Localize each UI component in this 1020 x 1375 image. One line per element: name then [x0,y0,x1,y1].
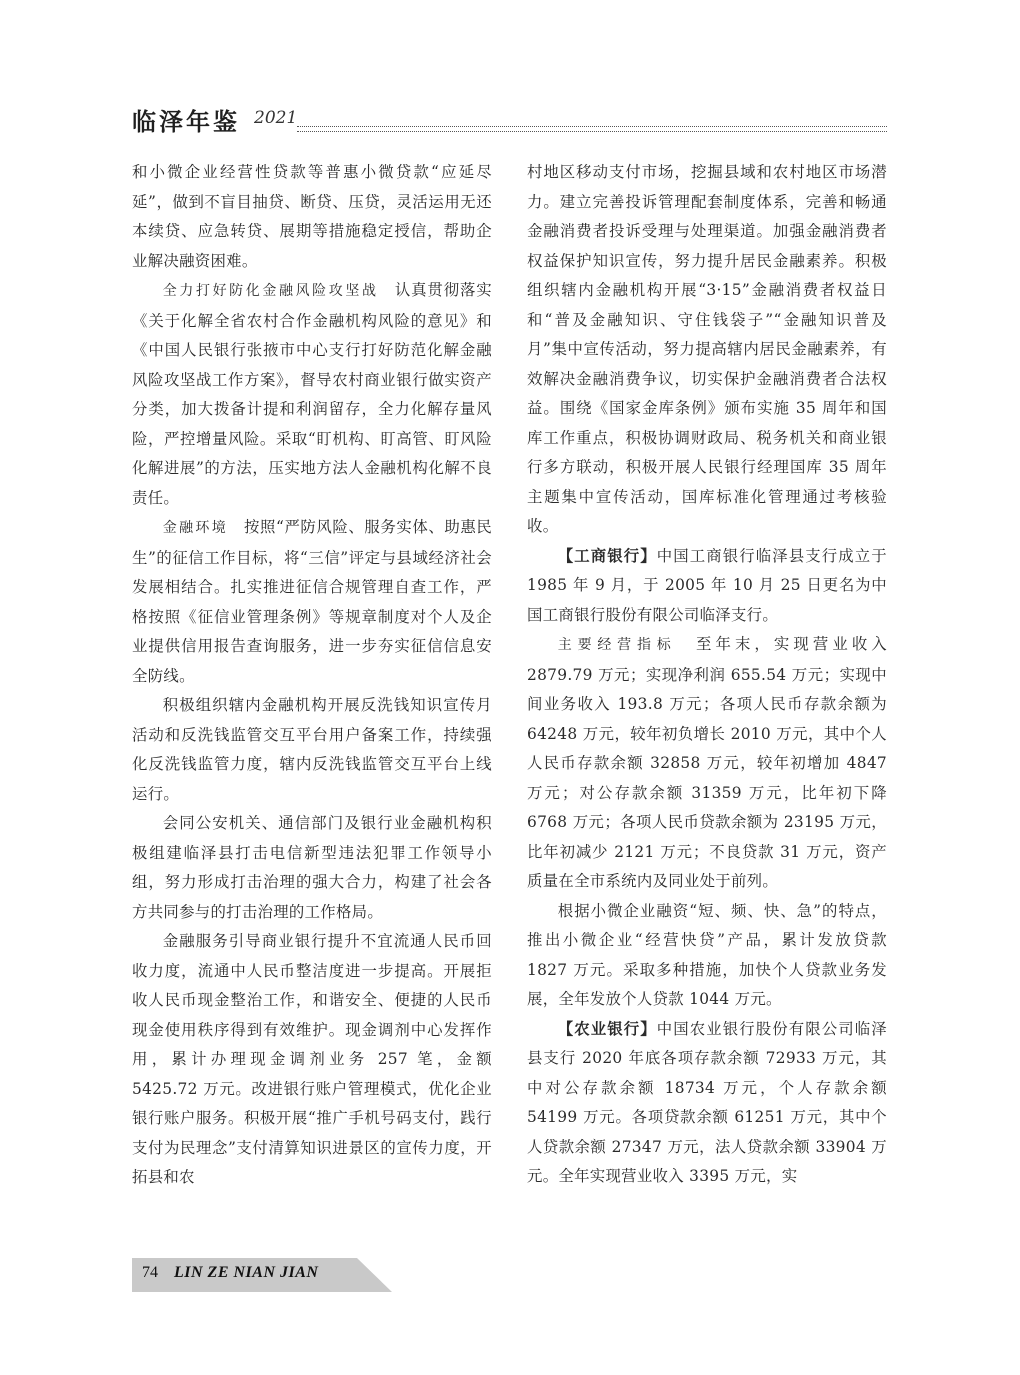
paragraph [132,513,492,691]
paragraph: 金融服务引导商业银行提升不宜流通人民币回收力度，流通中人民币整洁度进一步提高。开展拒收人民币现金整治工作，和谐安全、便捷的人民币现金使用秩序得到有效维护。现金调剂中心发挥作用，累计办理现金调剂业务 257 笔，金额 5425.72 万元。改进银行账户管理模式，优化企业银行账户服务。积极开展“推广手机号码支付，践行支付为民理念”支付清算知识进景区的宣传力度，开拓县和农 [132,932,492,1186]
bank-heading: 【农业银行】 [557,1019,657,1038]
page-footer [132,1258,392,1292]
section-lead: 全力打好防化金融风险攻坚战 [162,283,379,299]
left-column [132,158,492,1258]
bank-heading: 【工商银行】 [557,546,657,565]
yearbook-title: 临泽年鉴 [132,108,240,136]
paragraph-text: 至年末，实现营业收入 2879.79 万元；实现净利润 655.54 万元；实现中间业务收入 193.8 万元；各项人民币存款余额为 64248 万元，较年初负增长 2010 万元，其中个人人民币存款余额 32858 万元，较年初增加 4847 万元；对公存款余额 31359 万元，比年初下降 6768 万元；各项人民币贷款余额为 23195 万元，比年初减少 2121 万元；不良贷款 31 万元，资产质量在全市系统内及同业处于前列。 [527,635,887,890]
paragraph: 村地区移动支付市场，挖掘县域和农村地区市场潜力。建立完善投诉管理配套制度体系，完善和畅通金融消费者投诉受理与处理渠道。加强金融消费者权益保护知识宣传，努力提升居民金融素养。积极组织辖内金融机构开展“3·15”金融消费者权益日和“普及金融知识、守住钱袋子”“金融知识普及月”集中宣传活动，努力提高辖内居民金融素养，有效解决金融消费争议，切实保护金融消费者合法权益。围绕《国家金库条例》颁布实施 35 周年和国库工作重点，积极协调财政局、税务机关和商业银行多方联动，积极开展人民银行经理国库 35 周年主题集中宣传活动，国库标准化管理通过考核验收。 [527,163,887,535]
paragraph-text: 按照“严防风险、服务实体、助惠民生”的征信工作目标，将“三信”评定与县域经济社会发展相结合。扎实推进征信合规管理自查工作，严格按照《征信业管理条例》等规章制度对个人及企业提供信用报告查询服务，进一步夯实征信信息安全防线。 [132,518,492,685]
paragraph [527,630,887,897]
publication-name: LIN ZE NIAN JIAN [174,1264,319,1281]
right-column [527,158,887,1258]
paragraph [132,276,492,513]
yearbook-year: 2021 [254,108,298,128]
section-lead: 金融环境 [162,520,228,536]
paragraph-text: 中国工商银行临泽县支行成立于 1985 年 9 月，于 2005 年 10 月 25 日更名为中国工商银行股份有限公司临泽支行。 [527,546,887,624]
page-number: 74 [142,1264,158,1281]
paragraph [527,1015,887,1192]
paragraph: 根据小微企业融资“短、频、快、急”的特点，推出小微企业“经营快贷”产品，累计发放贷款 1827 万元。采取多种措施，加快个人贷款业务发展，全年发放个人贷款 1044 万元。 [527,901,887,1008]
header-divider [297,126,887,132]
paragraph: 和小微企业经营性贷款等普惠小微贷款“应延尽延”，做到不盲目抽贷、断贷、压贷，灵活运用无还本续贷、应急转贷、展期等措施稳定授信，帮助企业解决融资困难。 [132,163,492,270]
page-header [132,102,887,136]
paragraph: 积极组织辖内金融机构开展反洗钱知识宣传月活动和反洗钱监管交互平台用户备案工作，持续强化反洗钱监管力度，辖内反洗钱监管交互平台上线运行。 [132,696,492,803]
paragraph-text: 认真贯彻落实《关于化解全省农村合作金融机构风险的意见》和《中国人民银行张掖市中心支行打好防范化解金融风险攻坚战工作方案》，督导农村商业银行做实资产分类，加大拨备计提和利润留存，全力化解存量风险，严控增量风险。采取“盯机构、盯高管、盯风险化解进展”的方法，压实地方法人金融机构化解不良责任。 [132,281,492,507]
paragraph: 会同公安机关、通信部门及银行业金融机构积极组建临泽县打击电信新型违法犯罪工作领导小组，努力形成打击治理的强大合力，构建了社会各方共同参与的打击治理的工作格局。 [132,814,492,921]
section-lead: 主要经营指标 [557,637,677,653]
paragraph-text: 中国农业银行股份有限公司临泽县支行 2020 年底各项存款余额 72933 万元，其中对公存款余额 18734 万元，个人存款余额 54199 万元。各项贷款余额 61251 万元，其中个人贷款余额 27347 万元，法人贷款余额 33904 万元。全年实现营业收入 3395 万元，实 [527,1019,887,1185]
paragraph [527,542,887,631]
